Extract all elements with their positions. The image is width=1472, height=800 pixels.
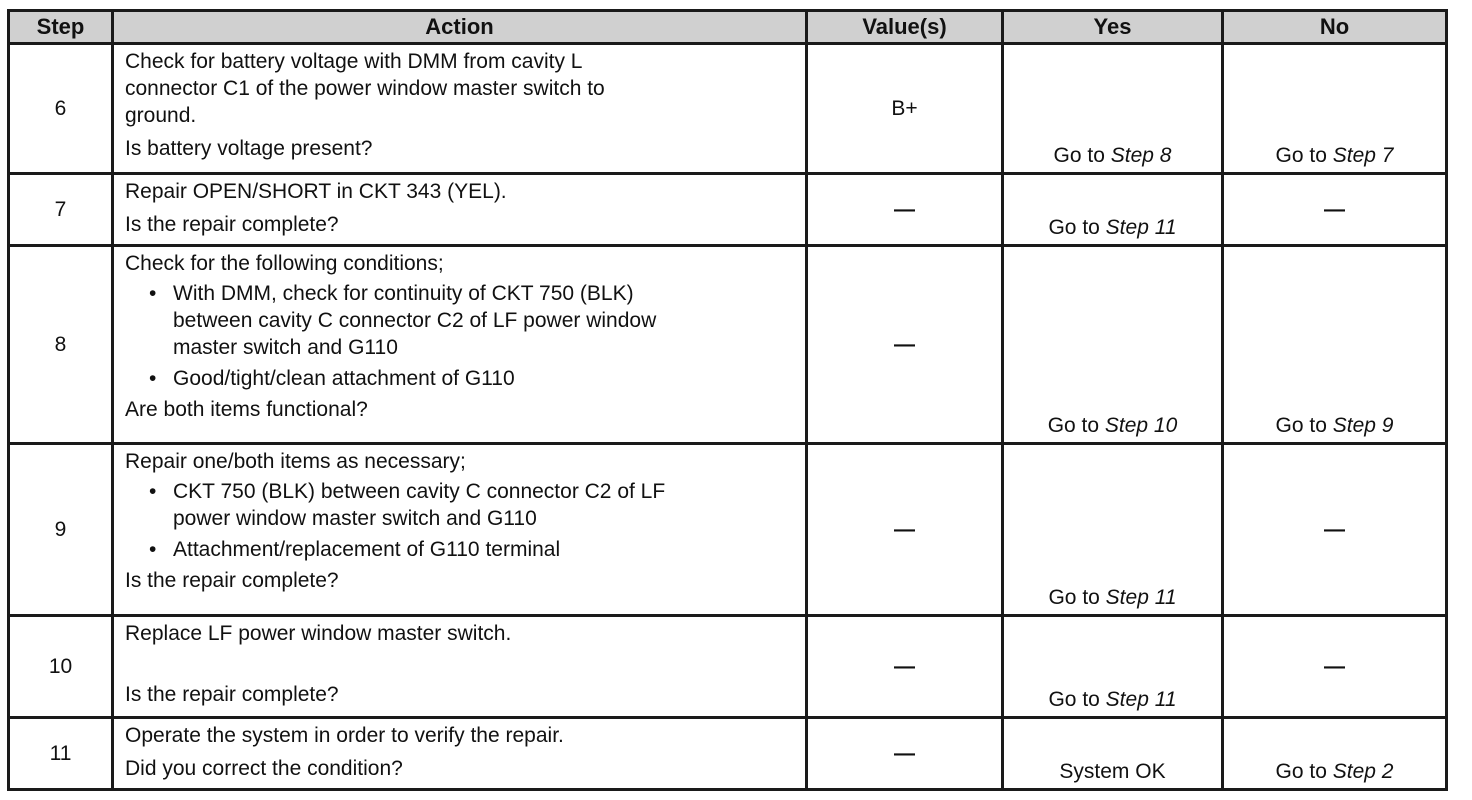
list-item [125,280,797,361]
no-cell [1223,174,1447,246]
yes-step-link: Step 11 [1105,688,1177,711]
dash: — [894,742,915,765]
header-values: Value(s) [807,11,1003,44]
action-line: Operate the system in order to verify the repair. [125,724,564,747]
yes-step-link: Step 11 [1105,216,1177,239]
no-cell [1223,246,1447,444]
yes-prefix: Go to [1048,688,1106,711]
action-cell [113,718,807,790]
action-line: Replace LF power window master switch. [125,622,512,645]
action-question: Is the repair complete? [125,569,339,592]
action-cell [113,44,807,174]
no-prefix: Go to [1275,144,1333,167]
step-number: 10 [9,616,113,718]
value-cell [807,246,1003,444]
table-row [9,246,1447,444]
no-step-link: Step 2 [1332,760,1394,783]
header-row [9,11,1447,44]
bullet-glyph: • [149,538,157,561]
table-row [9,174,1447,246]
table-row [9,616,1447,718]
bullet-line: Good/tight/clean attachment of G110 [173,367,515,390]
value-cell [807,718,1003,790]
yes-step-link: Step 10 [1104,414,1178,437]
bullet-line: CKT 750 (BLK) between cavity C connector C2 of LF [173,480,666,503]
yes-prefix: Go to [1048,586,1106,609]
step-number: 6 [9,44,113,174]
value-cell [807,444,1003,616]
no-prefix: Go to [1275,414,1333,437]
dash: — [894,518,915,541]
no-step-link: Step 9 [1332,414,1394,437]
value-cell: B+ [807,44,1003,174]
list-item [125,365,797,392]
list-item [125,536,797,563]
bullet-glyph: • [149,480,157,503]
action-line: connector C1 of the power window master switch to [125,77,605,100]
action-question: Is the repair complete? [125,683,339,706]
value-cell [807,616,1003,718]
bullet-list [125,280,797,392]
table-row [9,444,1447,616]
action-cell [113,616,807,718]
no-cell [1223,616,1447,718]
yes-prefix: Go to [1048,216,1106,239]
bullet-glyph: • [149,367,157,390]
dash: — [894,198,915,221]
list-item [125,478,797,532]
bullet-line: power window master switch and G110 [173,507,537,530]
step-number: 7 [9,174,113,246]
yes-cell: System OK [1003,718,1223,790]
dash: — [1324,655,1345,678]
action-cell [113,444,807,616]
bullet-line: Attachment/replacement of G110 terminal [173,538,561,561]
yes-step-link: Step 8 [1110,144,1172,167]
dash: — [894,655,915,678]
step-number: 11 [9,718,113,790]
action-line: ground. [125,104,197,127]
yes-cell [1003,174,1223,246]
header-no: No [1223,11,1447,44]
no-prefix: Go to [1275,760,1333,783]
table-row [9,718,1447,790]
action-line: Check for battery voltage with DMM from cavity L [125,50,583,73]
yes-cell [1003,444,1223,616]
action-cell [113,174,807,246]
action-question: Is the repair complete? [125,213,339,236]
step-number: 9 [9,444,113,616]
action-intro: Repair one/both items as necessary; [125,450,466,473]
yes-prefix: Go to [1047,414,1105,437]
step-number: 8 [9,246,113,444]
no-cell [1223,444,1447,616]
action-question: Is battery voltage present? [125,137,373,160]
header-yes: Yes [1003,11,1223,44]
diagnostic-table [7,9,1448,791]
table-row [9,44,1447,174]
action-line: Repair OPEN/SHORT in CKT 343 (YEL). [125,180,507,203]
yes-prefix: Go to [1053,144,1111,167]
dash: — [1324,198,1345,221]
header-step: Step [9,11,113,44]
no-cell [1223,44,1447,174]
no-step-link: Step 7 [1332,144,1394,167]
yes-step-link: Step 11 [1105,586,1177,609]
dash: — [1324,518,1345,541]
yes-cell [1003,44,1223,174]
bullet-line: between cavity C connector C2 of LF power window [173,309,657,332]
bullet-line: With DMM, check for continuity of CKT 750 (BLK) [173,282,634,305]
no-cell [1223,718,1447,790]
action-question: Did you correct the condition? [125,757,403,780]
action-cell [113,246,807,444]
action-intro: Check for the following conditions; [125,252,444,275]
bullet-glyph: • [149,282,157,305]
value-cell [807,174,1003,246]
yes-cell [1003,616,1223,718]
action-question: Are both items functional? [125,398,368,421]
dash: — [894,333,915,356]
yes-cell [1003,246,1223,444]
bullet-list [125,478,797,563]
header-action: Action [113,11,807,44]
bullet-line: master switch and G110 [173,336,398,359]
